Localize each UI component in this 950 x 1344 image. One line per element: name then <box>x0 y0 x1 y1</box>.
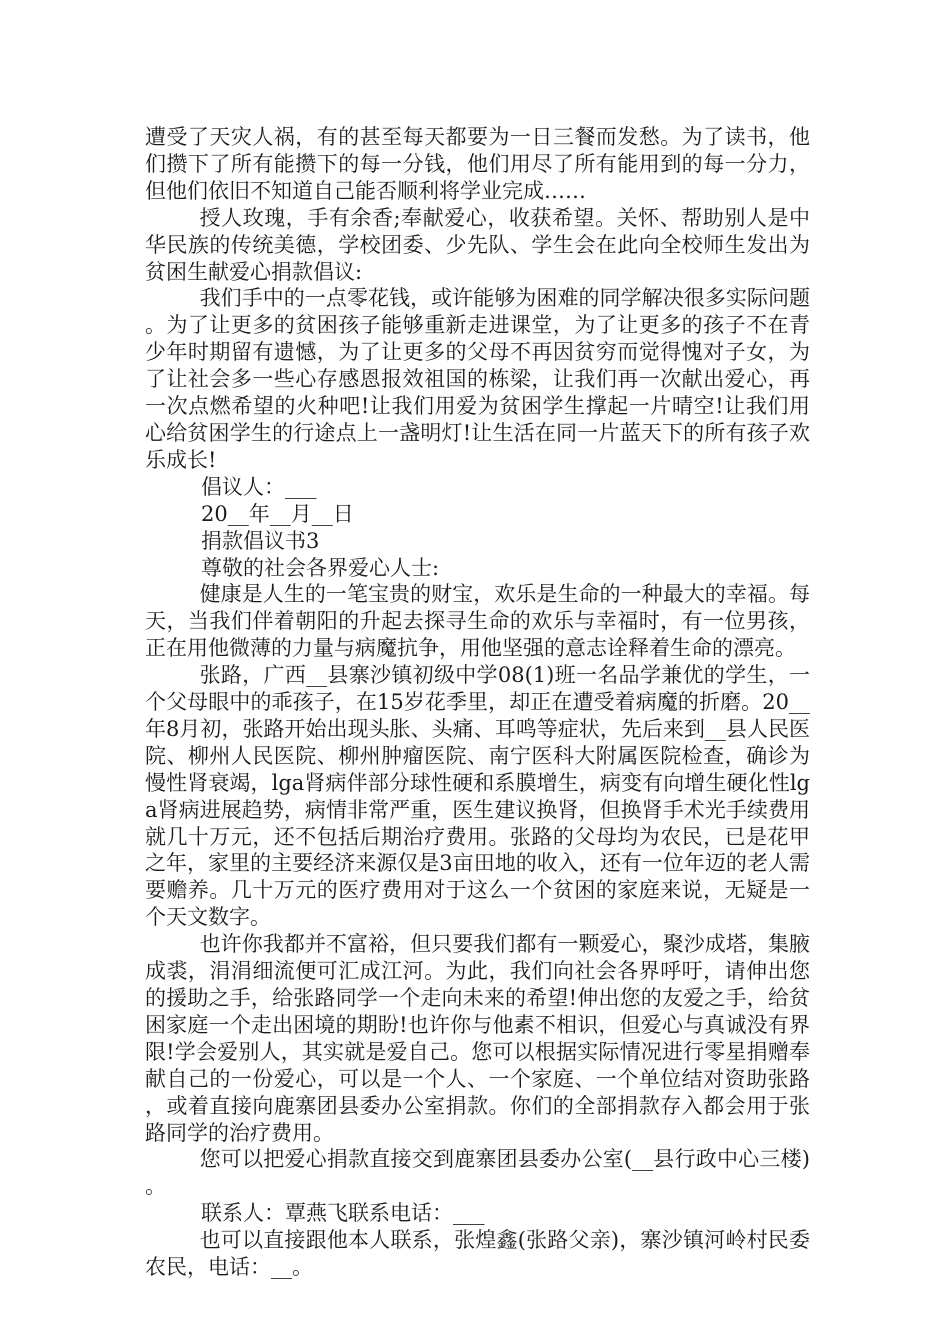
paragraph-3: 我们手中的一点零花钱，或许能够为困难的同学解决很多实际问题。为了让更多的贫困孩子能够重新走进课堂，为了让更多的孩子不在青少年时期留有遗憾，为了让更多的父母不再因贫穷而觉得愧对子女，为了让社会多一些心存感恩报效祖国的栋梁，让我们再一次献出爱心，再一次点燃希望的火种吧!让我们用爱为贫困学生撑起一片晴空!让我们用心给贫困学生的行途点上一盏明灯!让生活在同一片蓝天下的所有孩子欢乐成长! <box>145 286 810 472</box>
date-line: 20__年__月__日 <box>201 501 354 526</box>
section-title: 捐款倡议书3 <box>201 528 320 553</box>
salutation: 尊敬的社会各界爱心人士: <box>201 555 440 580</box>
paragraph-5: 张路，广西__县寨沙镇初级中学08(1)班一名品学兼优的学生，一个父母眼中的乖孩子，在15岁花季里，却正在遭受着病魔的折磨。20__年8月初，张路开始出现头胀、头痛、耳鸣等症状，先后来到__县人民医院、柳州人民医院、柳州肿瘤医院、南宁医科大附属医院检查，确诊为慢性肾衰竭，lga肾病伴部分球性硬和系膜增生，病变有向增生硬化性lga肾病进展趋势，病情非常严重，医生建议换肾，但换肾手术光手续费用就几十万元，还不包括后期治疗费用。张路的父母均为农民，已是花甲之年，家里的主要经济来源仅是3亩田地的收入，还有一位年迈的老人需要赡养。几十万元的医疗费用对于这么一个贫困的家庭来说，无疑是一个天文数字。 <box>145 663 810 930</box>
paragraph-8: 也可以直接跟他本人联系，张煌鑫(张路父亲)，寨沙镇河岭村民委农民，电话：__。 <box>145 1228 810 1280</box>
contact-line: 联系人：覃燕飞联系电话：___ <box>201 1201 485 1226</box>
paragraph-6: 也许你我都并不富裕，但只要我们都有一颗爱心，聚沙成塔，集腋成裘，涓涓细流便可汇成江河。为此，我们向社会各界呼吁，请伸出您的援助之手，给张路同学一个走向未来的希望!伸出您的友爱之手，给贫困家庭一个走出困境的期盼!也许你与他素不相识，但爱心与真诚没有界限!学会爱别人，其实就是爱自己。您可以根据实际情况进行零星捐赠奉献自己的一份爱心，可以是一个人、一个家庭、一个单位结对资助张路，或着直接向鹿寨团县委办公室捐款。你们的全部捐款存入都会用于张路同学的治疗费用。 <box>145 932 810 1145</box>
paragraph-7: 您可以把爱心捐款直接交到鹿寨团县委办公室(__县行政中心三楼)。 <box>145 1147 810 1199</box>
paragraph-1: 遭受了天灾人祸，有的甚至每天都要为一日三餐而发愁。为了读书，他们攒下了所有能攒下的每一分钱，他们用尽了所有能用到的每一分力，但他们依旧不知道自己能否顺利将学业完成…… <box>145 125 810 203</box>
paragraph-2: 授人玫瑰，手有余香;奉献爱心，收获希望。关怀、帮助别人是中华民族的传统美德，学校团委、少先队、学生会在此向全校师生发出为贫困生献爱心捐款倡议: <box>145 205 810 284</box>
proposer-line: 倡议人：___ <box>201 474 317 499</box>
document-body <box>145 124 810 1281</box>
paragraph-4: 健康是人生的一笔宝贵的财宝，欢乐是生命的一种最大的幸福。每天，当我们伴着朝阳的升起去探寻生命的欢乐与幸福时，有一位男孩，正在用他微薄的力量与病魔抗争，用他坚强的意志诠释着生命的漂亮。 <box>145 582 810 661</box>
